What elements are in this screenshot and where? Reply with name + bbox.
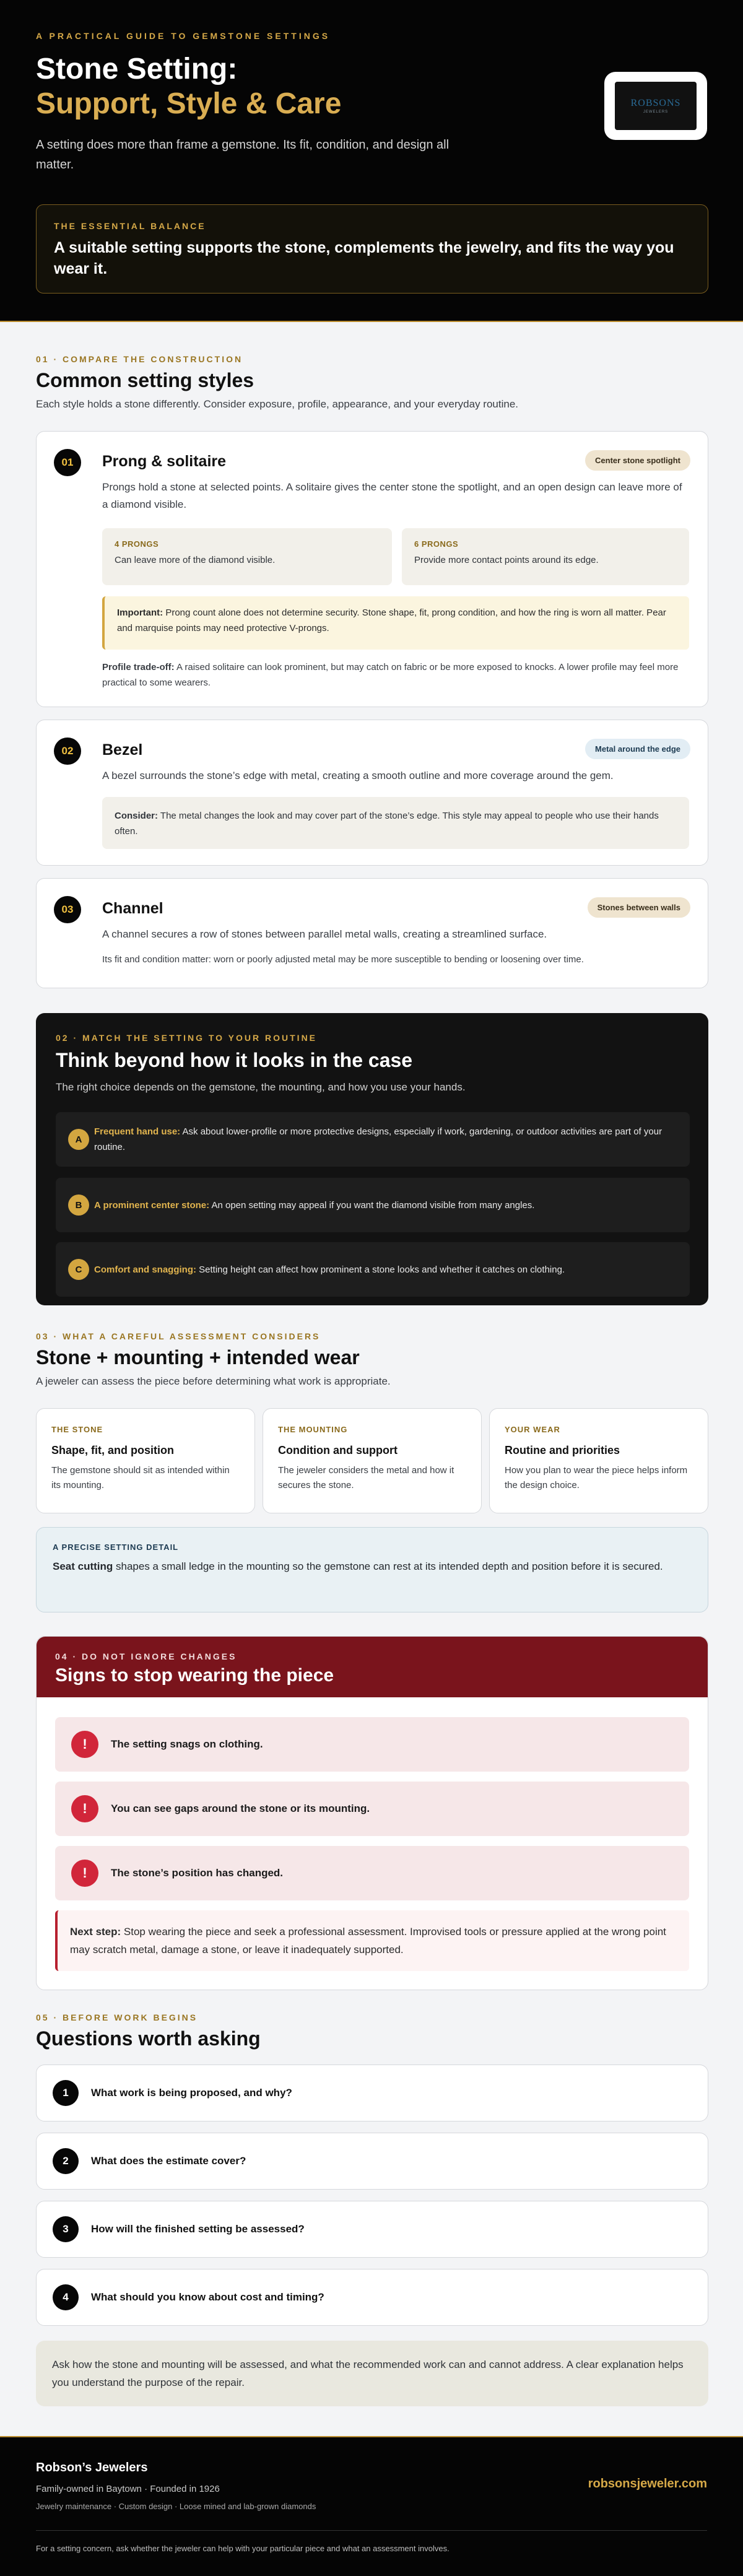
style-desc: A bezel surrounds the stone’s edge with metal, creating a smooth outline and more coverage around the gem. <box>102 770 614 781</box>
footer-tagline: Family-owned in Baytown · Founded in 1926 <box>36 2484 220 2494</box>
questions-closing: Ask how the stone and mounting will be assessed, and what the recommended work can and cannot address. A clear explanation helps you understand the purpose of the repair. <box>36 2341 708 2406</box>
warnings-header <box>37 1637 708 1697</box>
important-callout <box>102 596 689 650</box>
tradeoff-text: A raised solitaire can look prominent, but may catch on fabric or be more exposed to knocks. A lower profile may feel more practical to some wearers. <box>102 662 679 688</box>
assess-col-text: How you plan to wear the piece helps inform the design choice. <box>505 1465 688 1490</box>
style-desc: Prongs hold a stone at selected points. A solitaire gives the center stone the spotlight, and an open design can leave more of a diamond visible. <box>102 481 682 510</box>
important-label: Important: <box>117 607 163 618</box>
footer <box>0 2436 743 2576</box>
detail-text <box>53 1558 692 1575</box>
assess-col-label: THE MOUNTING <box>278 1425 348 1434</box>
setting-detail-callout <box>36 1527 708 1612</box>
detail-bold: Seat cutting <box>53 1560 113 1572</box>
assess-col-title: Condition and support <box>278 1444 398 1456</box>
warning-text: The stone’s position has changed. <box>111 1867 284 1879</box>
routine-body: An open setting may appeal if you want the diamond visible from many angles. <box>209 1199 535 1211</box>
style-number: 03 <box>54 896 81 923</box>
routine-label: Comfort and snagging: <box>94 1264 196 1275</box>
section-routine <box>36 1013 708 1305</box>
routine-label: Frequent hand use: <box>94 1126 181 1137</box>
detail-body: shapes a small ledge in the mounting so the gemstone can rest at its intended depth and position before it is secured. <box>113 1560 663 1572</box>
alert-icon: ! <box>71 1795 98 1822</box>
section-eyebrow: 02 · MATCH THE SETTING TO YOUR ROUTINE <box>56 1033 318 1043</box>
routine-item-c <box>56 1242 690 1297</box>
footer-brand: Robson’s Jewelers <box>36 2461 148 2474</box>
style-name: Bezel <box>102 741 143 759</box>
option-text: Provide more contact points around its edge. <box>414 555 599 565</box>
option-label: 4 PRONGS <box>115 539 159 549</box>
next-step-text: Stop wearing the piece and seek a professional assessment. Improvised tools or pressure applied at the wrong point may scratch metal, damage a stone, or leave it inadequately supported. <box>70 1926 666 1956</box>
logo-mark <box>615 82 697 130</box>
assess-col-mounting <box>263 1408 482 1513</box>
tradeoff-label: Profile trade-off: <box>102 662 175 672</box>
assess-col-title: Shape, fit, and position <box>51 1444 174 1456</box>
section-subtitle: A jeweler can assess the piece before determining what work is appropriate. <box>36 1375 391 1387</box>
style-tag: Metal around the edge <box>585 739 690 759</box>
question-text: How will the finished setting be assessed? <box>91 2223 305 2235</box>
option-6-prongs <box>402 528 689 585</box>
section-eyebrow: 04 · DO NOT IGNORE CHANGES <box>55 1651 237 1661</box>
style-tag: Stones between walls <box>588 897 690 918</box>
question-item <box>36 2133 708 2190</box>
footer-note: For a setting concern, ask whether the jeweler can help with your particular piece and what an assessment involves. <box>36 2544 450 2553</box>
alert-icon: ! <box>71 1731 98 1758</box>
next-step-label: Next step: <box>70 1926 121 1938</box>
assess-col-label: THE STONE <box>51 1425 103 1434</box>
warning-item <box>55 1782 689 1836</box>
section-subtitle: The right choice depends on the gemstone, the mounting, and how you use your hands. <box>56 1081 466 1093</box>
tradeoff-note <box>102 659 689 690</box>
detail-label: A PRECISE SETTING DETAIL <box>53 1543 179 1552</box>
footer-website-link[interactable]: robsonsjeweler.com <box>588 2477 707 2491</box>
page-title-line2: Support, Style & Care <box>36 87 342 120</box>
section-assess <box>0 1331 743 1388</box>
page-title-line1: Stone Setting: <box>36 53 238 85</box>
consider-text: The metal changes the look and may cover part of the stone’s edge. This style may appeal to people who use their hands often. <box>115 811 659 837</box>
question-text: What work is being proposed, and why? <box>91 2087 292 2099</box>
hero-intro: A setting does more than frame a gemstone. Its fit, condition, and design all matter. <box>36 138 450 172</box>
routine-badge: C <box>68 1259 89 1280</box>
balance-text: A suitable setting supports the stone, complements the jewelry, and fits the way you wear it. <box>54 239 674 277</box>
style-card-prong <box>36 431 708 707</box>
question-number: 4 <box>53 2284 79 2310</box>
section-subtitle: Each style holds a stone differently. Consider exposure, profile, appearance, and your everyday routine. <box>36 398 518 410</box>
routine-item-a <box>56 1112 690 1167</box>
alert-icon: ! <box>71 1860 98 1887</box>
consider-callout <box>102 797 689 849</box>
next-step-callout <box>55 1910 689 1971</box>
routine-badge: B <box>68 1194 89 1216</box>
style-name: Channel <box>102 900 163 917</box>
hero-eyebrow: A PRACTICAL GUIDE TO GEMSTONE SETTINGS <box>36 31 331 41</box>
section-warnings <box>36 1636 708 1990</box>
essential-balance-callout <box>36 204 708 294</box>
warning-text: You can see gaps around the stone or its mounting. <box>111 1803 370 1814</box>
warning-text: The setting snags on clothing. <box>111 1738 263 1750</box>
hero <box>0 0 743 322</box>
routine-text <box>94 1198 534 1213</box>
assess-col-wear <box>489 1408 708 1513</box>
routine-body: Ask about lower-profile or more protective designs, especially if work, gardening, or outdoor activities are part of your routine. <box>94 1126 663 1152</box>
section-title: Think beyond how it looks in the case <box>56 1049 413 1071</box>
routine-text <box>94 1262 565 1277</box>
question-text: What does the estimate cover? <box>91 2155 246 2167</box>
assess-col-stone <box>36 1408 255 1513</box>
question-item <box>36 2065 708 2121</box>
warning-item <box>55 1846 689 1900</box>
option-4-prongs <box>102 528 392 585</box>
question-item <box>36 2201 708 2258</box>
section-title: Common setting styles <box>36 369 254 391</box>
balance-label: THE ESSENTIAL BALANCE <box>54 221 206 231</box>
important-text: Prong count alone does not determine security. Stone shape, fit, prong condition, and how the ring is worn all matter. Pear and marquise points may need protective V-prongs. <box>117 607 666 633</box>
question-item <box>36 2269 708 2326</box>
routine-text <box>94 1124 675 1155</box>
assess-col-label: YOUR WEAR <box>505 1425 560 1434</box>
footer-services: Jewelry maintenance · Custom design · Loose mined and lab-grown diamonds <box>36 2502 316 2511</box>
section-title: Stone + mounting + intended wear <box>36 1346 360 1368</box>
assess-col-text: The jeweler considers the metal and how it secures the stone. <box>278 1465 454 1490</box>
routine-item-b <box>56 1178 690 1232</box>
section-questions <box>0 2012 743 2050</box>
routine-badge: A <box>68 1129 89 1150</box>
style-card-bezel <box>36 720 708 866</box>
question-number: 1 <box>53 2080 79 2106</box>
option-text: Can leave more of the diamond visible. <box>115 555 276 565</box>
logo <box>604 72 707 140</box>
assess-col-title: Routine and priorities <box>505 1444 620 1456</box>
section-title: Questions worth asking <box>36 2027 261 2050</box>
footer-divider <box>36 2530 707 2531</box>
section-eyebrow: 01 · COMPARE THE CONSTRUCTION <box>36 354 243 364</box>
assess-col-text: The gemstone should sit as intended within its mounting. <box>51 1465 230 1490</box>
style-note: Its fit and condition matter: worn or poorly adjusted metal may be more susceptible to bending or loosening over time. <box>102 954 584 965</box>
routine-label: A prominent center stone: <box>94 1199 210 1211</box>
style-desc: A channel secures a row of stones between parallel metal walls, creating a streamlined surface. <box>102 928 547 940</box>
style-number: 01 <box>54 449 81 476</box>
warning-item <box>55 1717 689 1772</box>
routine-body: Setting height can affect how prominent a stone looks and whether it catches on clothing. <box>196 1264 565 1275</box>
section-title: Signs to stop wearing the piece <box>55 1665 334 1686</box>
section-eyebrow: 03 · WHAT A CAREFUL ASSESSMENT CONSIDERS <box>36 1331 321 1341</box>
style-number: 02 <box>54 738 81 765</box>
logo-sub: JEWELERS <box>643 110 669 114</box>
logo-name: ROBSONS <box>630 98 681 108</box>
style-card-channel <box>36 878 708 988</box>
section-eyebrow: 05 · BEFORE WORK BEGINS <box>36 2012 198 2022</box>
style-tag: Center stone spotlight <box>585 450 690 471</box>
question-number: 2 <box>53 2148 79 2174</box>
consider-label: Consider: <box>115 811 159 821</box>
assessment-columns <box>36 1408 708 1513</box>
style-name: Prong & solitaire <box>102 453 227 470</box>
option-label: 6 PRONGS <box>414 539 459 549</box>
question-text: What should you know about cost and timing? <box>91 2291 324 2303</box>
question-number: 3 <box>53 2216 79 2242</box>
section-compare <box>0 354 743 411</box>
